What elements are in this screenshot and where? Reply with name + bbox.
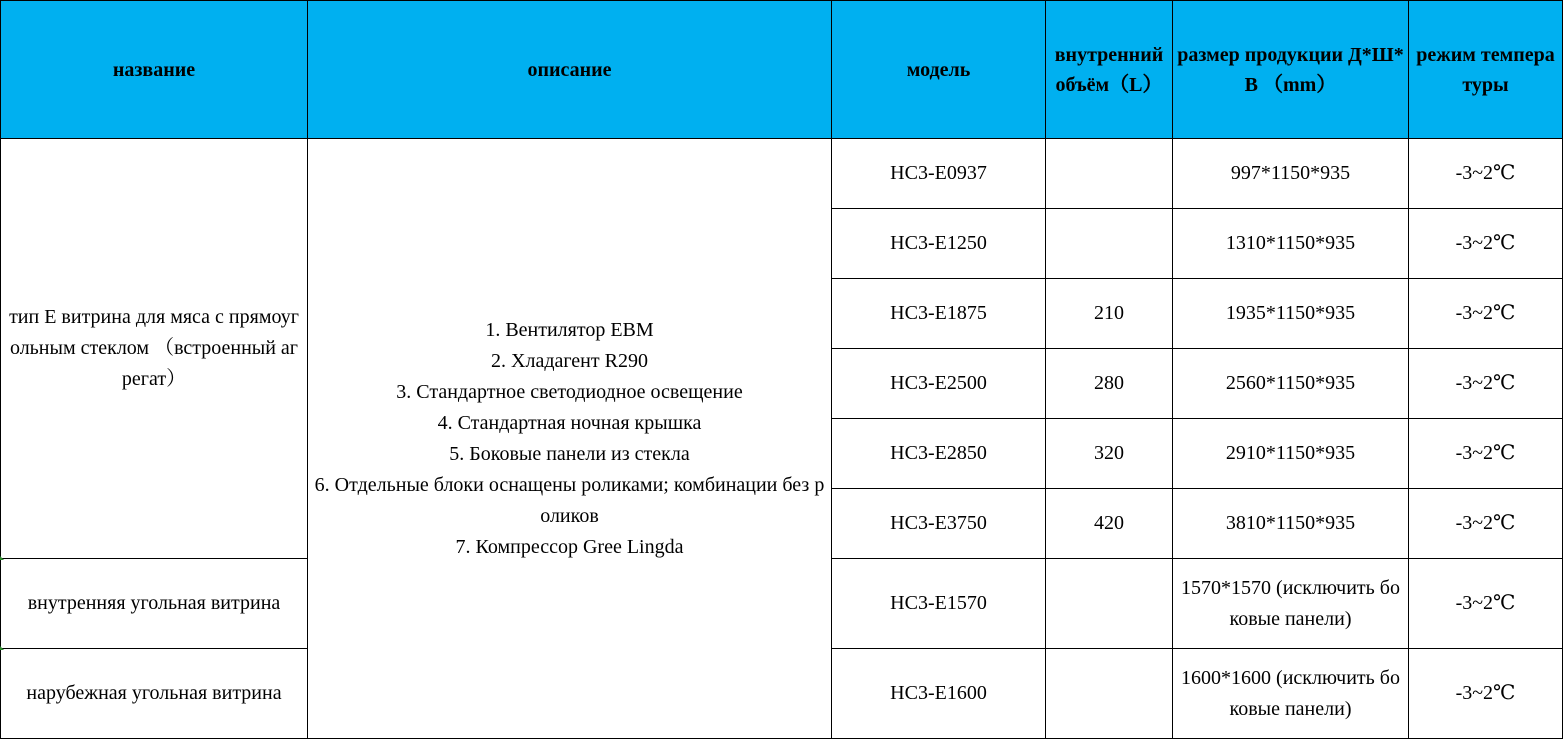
temperature-cell[interactable]: -3~2℃ [1409, 209, 1563, 279]
header-name[interactable]: название [1, 1, 308, 139]
volume-cell[interactable] [1046, 139, 1173, 209]
volume-cell[interactable] [1046, 209, 1173, 279]
volume-cell[interactable]: 210 [1046, 279, 1173, 349]
volume-cell[interactable]: 420 [1046, 489, 1173, 559]
cell-note-marker [0, 646, 4, 650]
group-name-cell[interactable]: тип E витрина для мяса с прямоугольным стеклом （встроенный агрегат） [1, 139, 308, 559]
header-size[interactable]: размер продукции Д*Ш*В （mm） [1173, 1, 1409, 139]
description-line: 1. Вентилятор EBM [485, 318, 654, 341]
description-line: 7. Компрессор Gree Lingda [455, 535, 684, 558]
temperature-cell[interactable]: -3~2℃ [1409, 279, 1563, 349]
description-line: 2. Хладагент R290 [491, 349, 648, 372]
volume-cell[interactable] [1046, 559, 1173, 649]
header-row [1, 1, 1563, 139]
size-cell[interactable]: 1600*1600 (исключить боковые панели) [1173, 649, 1409, 739]
temperature-cell[interactable]: -3~2℃ [1409, 489, 1563, 559]
table-row [1, 139, 1563, 209]
temperature-cell[interactable]: -3~2℃ [1409, 139, 1563, 209]
description-line: 5. Боковые панели из стекла [449, 442, 690, 465]
header-description[interactable]: описание [308, 1, 832, 139]
model-cell[interactable]: HC3-E0937 [832, 139, 1046, 209]
size-cell[interactable]: 997*1150*935 [1173, 139, 1409, 209]
description-line: 3. Стандартное светодиодное освещение [396, 380, 743, 403]
temperature-cell[interactable]: -3~2℃ [1409, 649, 1563, 739]
group-name-cell[interactable]: нарубежная угольная витрина [1, 649, 308, 739]
model-cell[interactable]: HC3-E1570 [832, 559, 1046, 649]
size-cell[interactable]: 3810*1150*935 [1173, 489, 1409, 559]
model-cell[interactable]: HC3-E1600 [832, 649, 1046, 739]
model-cell[interactable]: HC3-E1250 [832, 209, 1046, 279]
size-cell[interactable]: 1935*1150*935 [1173, 279, 1409, 349]
size-cell[interactable]: 1310*1150*935 [1173, 209, 1409, 279]
volume-cell[interactable]: 280 [1046, 349, 1173, 419]
header-volume[interactable]: внутренний объём（L） [1046, 1, 1173, 139]
description-cell[interactable] [308, 139, 832, 739]
model-cell[interactable]: HC3-E2500 [832, 349, 1046, 419]
model-cell[interactable]: HC3-E1875 [832, 279, 1046, 349]
group-name-cell[interactable]: внутренняя угольная витрина [1, 559, 308, 649]
model-cell[interactable]: HC3-E3750 [832, 489, 1046, 559]
volume-cell[interactable]: 320 [1046, 419, 1173, 489]
temperature-cell[interactable]: -3~2℃ [1409, 349, 1563, 419]
temperature-cell[interactable]: -3~2℃ [1409, 419, 1563, 489]
temperature-cell[interactable]: -3~2℃ [1409, 559, 1563, 649]
description-line: 6. Отдельные блоки оснащены роликами; комбинации без роликов [314, 473, 825, 527]
size-cell[interactable]: 1570*1570 (исключить боковые панели) [1173, 559, 1409, 649]
header-temperature[interactable]: режим температуры [1409, 1, 1563, 139]
model-cell[interactable]: HC3-E2850 [832, 419, 1046, 489]
header-model[interactable]: модель [832, 1, 1046, 139]
cell-note-marker [0, 556, 4, 560]
size-cell[interactable]: 2560*1150*935 [1173, 349, 1409, 419]
size-cell[interactable]: 2910*1150*935 [1173, 419, 1409, 489]
description-line: 4. Стандартная ночная крышка [437, 411, 702, 434]
volume-cell[interactable] [1046, 649, 1173, 739]
